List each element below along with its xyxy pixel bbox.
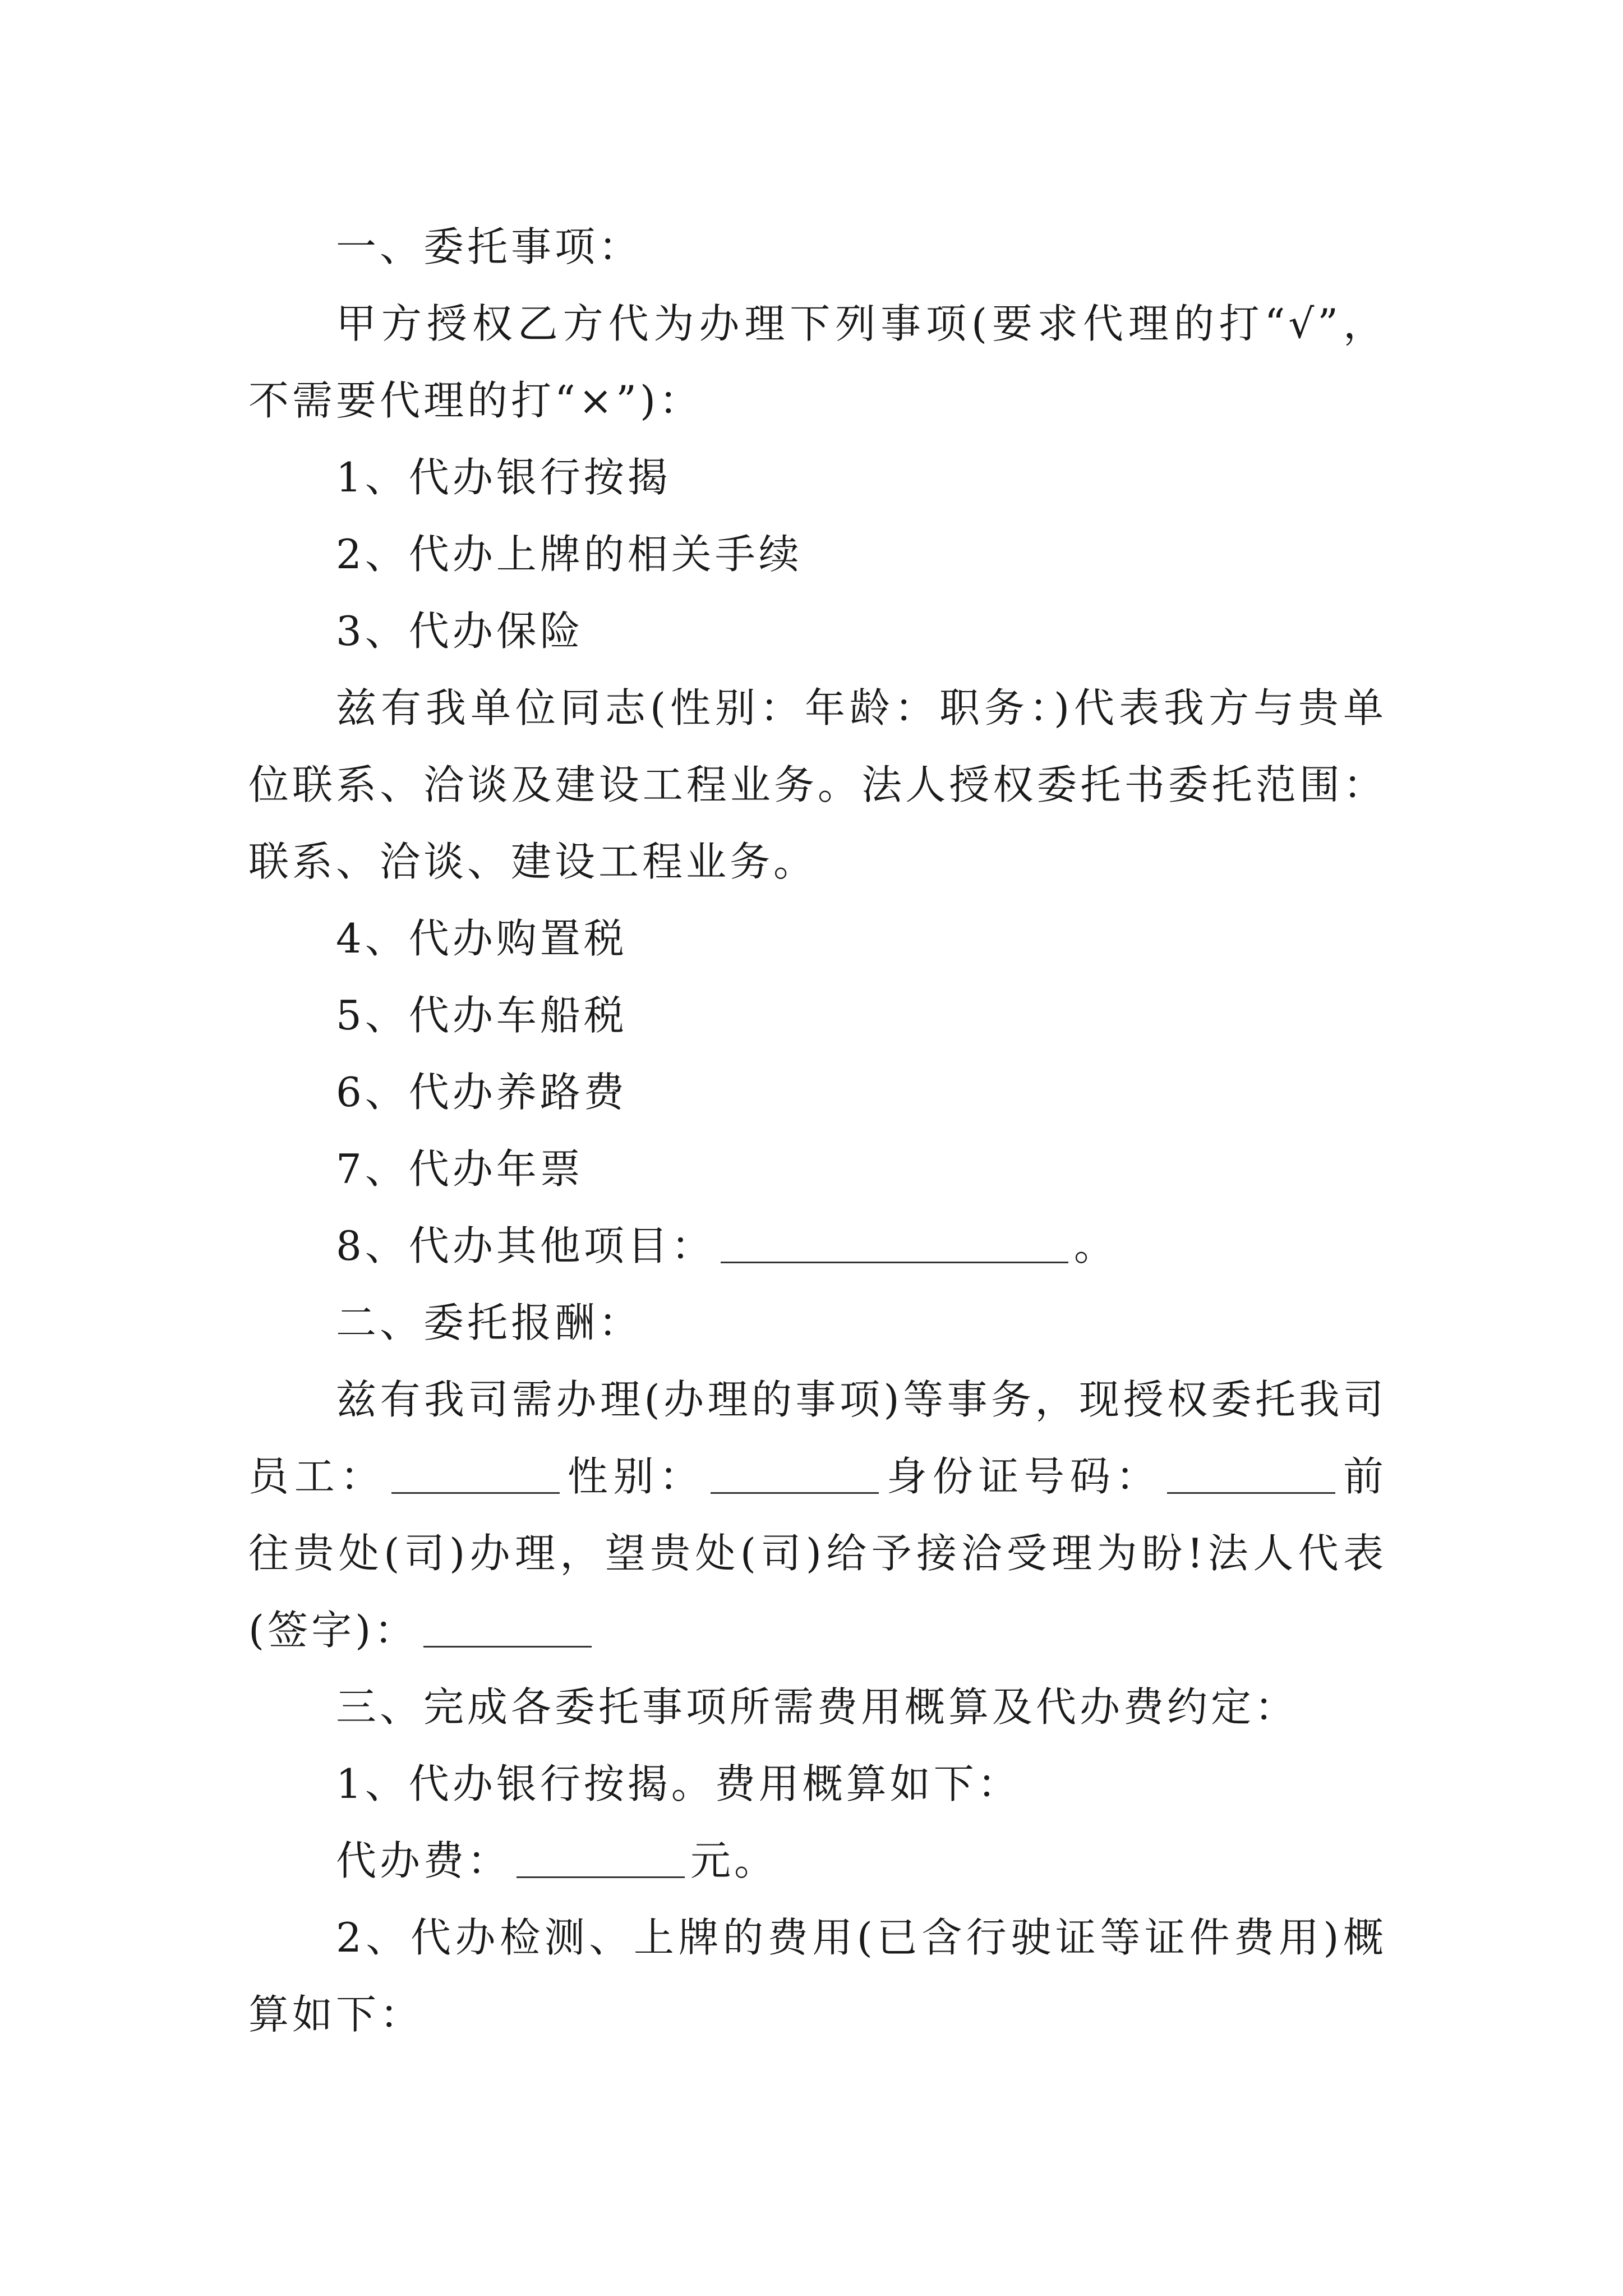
item-5: 5、代办车船税 [336,992,628,1039]
item-8 [248,1208,1387,1285]
s2-gender-label: 性别： [565,1453,706,1500]
item-8-label: 8、代办其他项目： [336,1222,715,1269]
item-6: 6、代办养路费 [336,1069,628,1116]
intro-paragraph: 甲方授权乙方代为办理下列事项(要求代理的打“√”，不需要代理的打“×”)： [248,300,1387,424]
s3-item-1: 1、代办银行按揭。费用概算如下： [336,1760,1021,1807]
id-number-blank [1167,1452,1335,1494]
s2-id-label: 身份证号码： [884,1453,1162,1500]
other-items-blank [721,1221,1068,1263]
authorization-paragraph: 兹有我单位同志(性别：年龄：职务：)代表我方与贵单位联系、洽谈及建设工程业务。法人授权委托书委托范围：联系、洽谈、建设工程业务。 [248,684,1387,885]
section-2-paragraph [248,1361,1387,1669]
item-3: 3、代办保险 [336,608,584,655]
item-4: 4、代办购置税 [336,915,628,962]
s3-item-2: 2、代办检测、上牌的费用(已含行驶证等证件费用)概算如下： [248,1914,1387,2038]
fee-line [248,1823,1387,1899]
section-3-title: 三、完成各委托事项所需费用概算及代办费约定： [336,1683,1299,1731]
section-1-title: 一、委托事项： [336,223,643,270]
item-2: 2、代办上牌的相关手续 [336,531,803,578]
document-body [248,209,1387,2053]
fee-label: 代办费： [336,1837,511,1884]
fee-unit: 元。 [690,1837,778,1884]
fee-blank [517,1836,685,1878]
s2-part-1: 兹有我司需办理(办理的事项)等事务，现授权委托我司员工： [248,1376,1387,1500]
s2-part-2: 前往贵处(司)办理，望贵处(司)给予接洽受理为盼!法人代表(签字)： [248,1453,1387,1654]
gender-blank [711,1452,879,1494]
signature-blank [423,1605,592,1648]
item-1: 1、代办银行按揭 [336,454,671,501]
section-2-title: 二、委托报酬： [336,1299,643,1346]
employee-name-blank [391,1452,560,1494]
item-8-end: 。 [1073,1222,1118,1269]
item-7: 7、代办年票 [336,1145,584,1193]
